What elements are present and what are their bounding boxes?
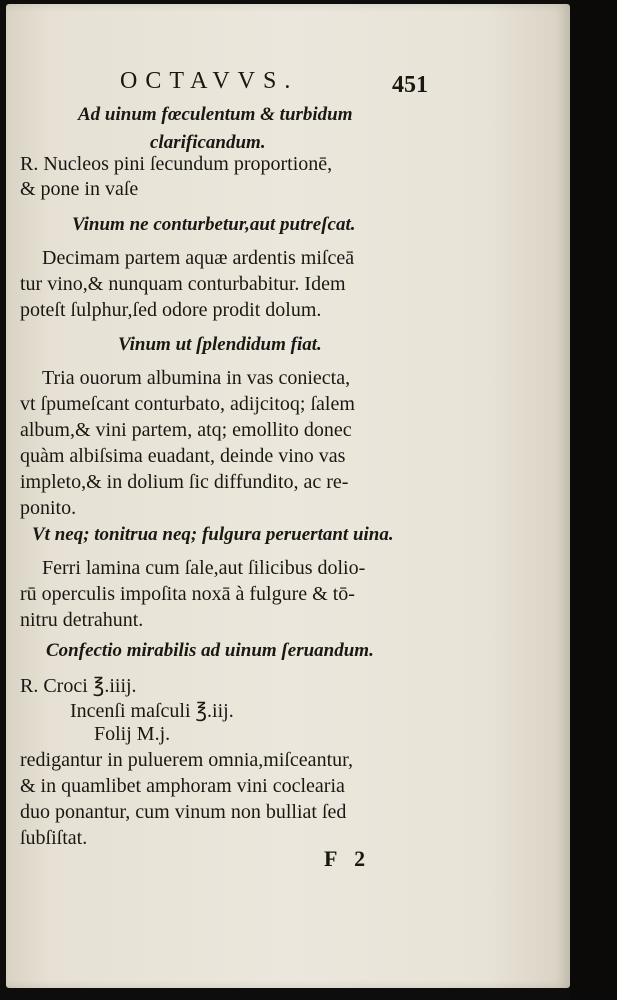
body-line: poteſt ſulphur,ſed odore prodit dolum. bbox=[20, 299, 322, 321]
body-line: album,& vini partem, atq; emollito donec bbox=[20, 419, 352, 441]
recipe-line: Folij M.j. bbox=[94, 723, 171, 745]
body-line: nitru detrahunt. bbox=[20, 609, 144, 631]
body-line: R. Nucleos pini ſecundum proportionē, bbox=[20, 153, 333, 175]
section-title-line: clarificandum. bbox=[150, 132, 266, 153]
recipe-line: R. Croci ℥.iiij. bbox=[20, 675, 137, 697]
section-title-line: Vinum ne conturbetur,aut putreſcat. bbox=[72, 214, 356, 235]
body-line: quàm albiſsima euadant, deinde vino vas bbox=[20, 445, 346, 467]
body-line: & in quamlibet amphoram vini coclearia bbox=[20, 775, 345, 797]
body-line: tur vino,& nunquam conturbabitur. Idem bbox=[20, 273, 346, 295]
section-title-line: Ad uinum fœculentum & turbidum bbox=[78, 104, 353, 125]
body-line: & pone in vaſe bbox=[20, 178, 139, 200]
book-page bbox=[6, 4, 570, 988]
signature-mark: F 2 bbox=[324, 846, 372, 871]
body-line: Tria ouorum albumina in vas coniecta, bbox=[42, 367, 351, 389]
recipe-line: Incenſi maſculi ℥.iij. bbox=[70, 700, 234, 722]
page-number: 451 bbox=[392, 72, 428, 98]
body-line: rū operculis impoſita noxā à fulgure & tō- bbox=[20, 583, 355, 605]
body-line: duo ponantur, cum vinum non bulliat ſed bbox=[20, 801, 347, 823]
running-title: OCTAVVS. bbox=[120, 68, 299, 94]
section-title-line: Vinum ut ſplendidum fiat. bbox=[118, 334, 322, 355]
section-title-line: Vt neq; tonitrua neq; fulgura peruertant uina. bbox=[32, 524, 394, 545]
body-line: Ferri lamina cum ſale,aut ſilicibus dolio- bbox=[42, 557, 366, 579]
body-line: vt ſpumeſcant conturbato, adijcitoq; ſalem bbox=[20, 393, 355, 415]
body-line: impleto,& in dolium ſic diffundito, ac re- bbox=[20, 471, 349, 493]
dark-book-edge bbox=[570, 0, 617, 1000]
body-line: ſubſiſtat. bbox=[20, 827, 88, 849]
section-title-line: Confectio mirabilis ad uinum ſeruandum. bbox=[46, 640, 374, 661]
body-line: Decimam partem aquæ ardentis miſceā bbox=[42, 247, 355, 269]
body-line: redigantur in puluerem omnia,miſceantur, bbox=[20, 749, 353, 771]
body-line: ponito. bbox=[20, 497, 77, 519]
